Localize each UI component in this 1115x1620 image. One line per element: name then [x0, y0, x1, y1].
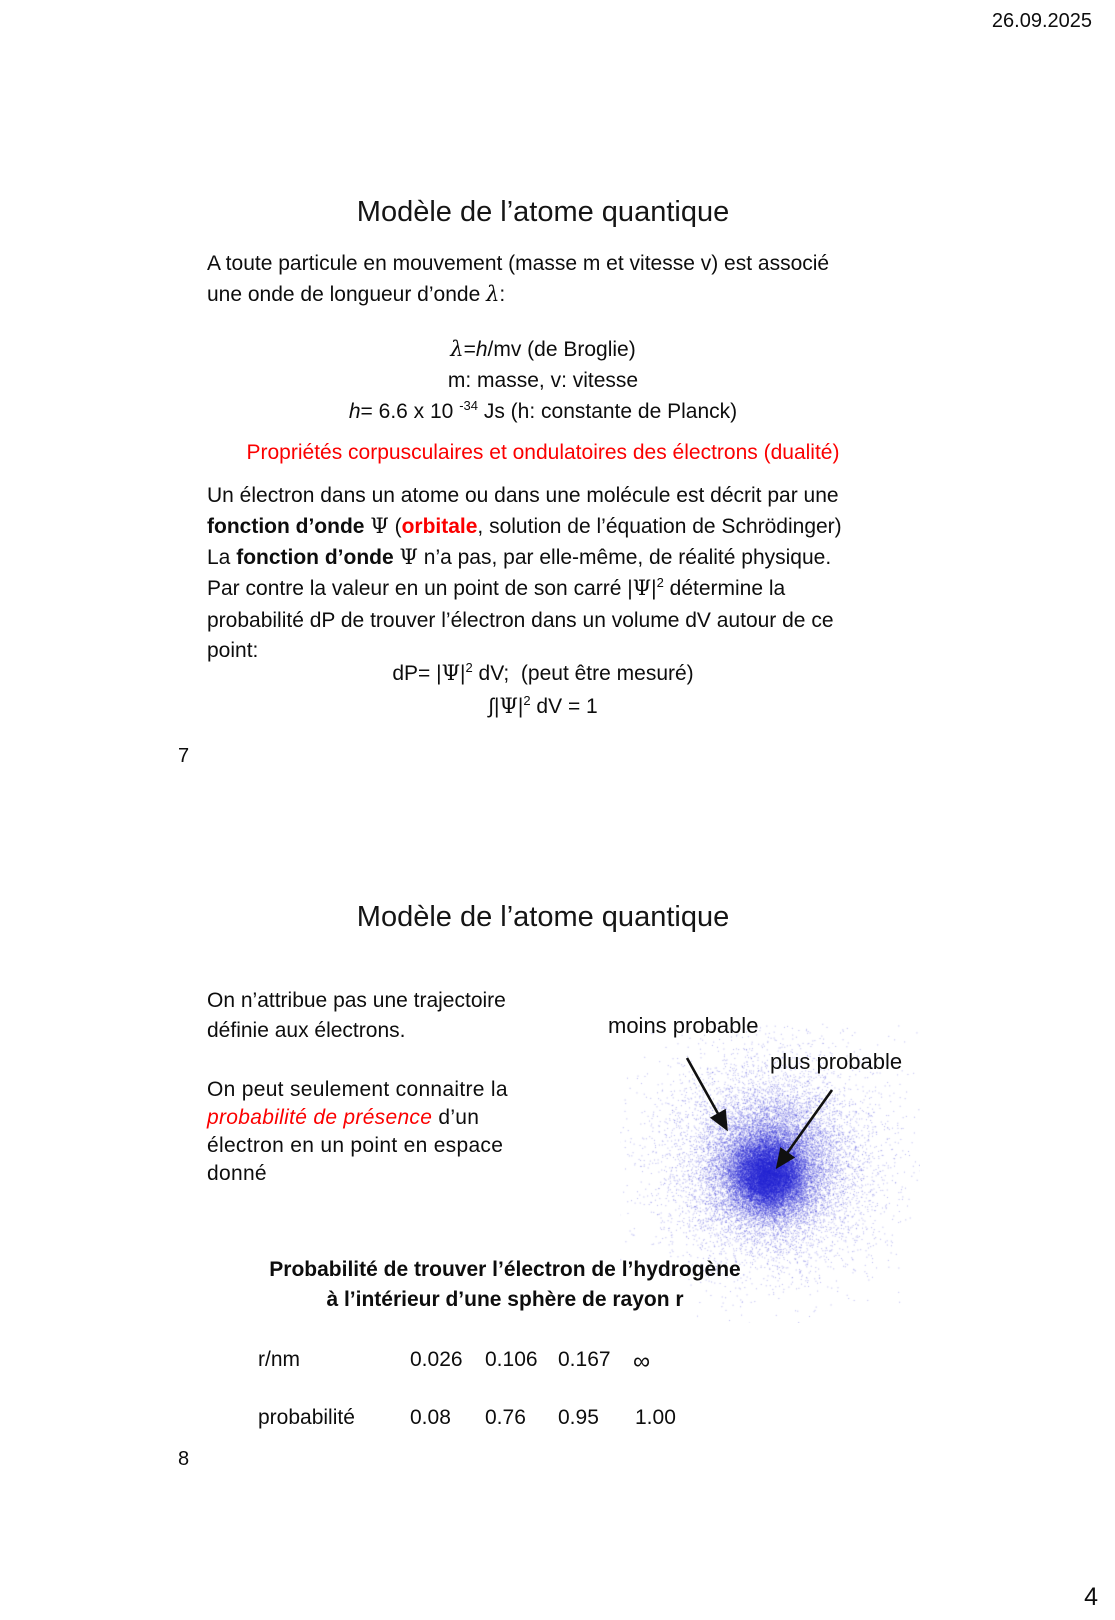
- formula-mass-velocity: m: masse, v: vitesse: [447, 369, 639, 392]
- label-plus-probable: plus probable: [770, 1049, 903, 1074]
- para-line-5: probabilité dP de trouver l’électron dans un volume dV autour de ce: [207, 609, 834, 632]
- label-moins-probable: moins probable: [608, 1013, 759, 1038]
- duality-heading: Propriétés corpusculaires et ondulatoires des électrons (dualité): [246, 441, 840, 464]
- formula-planck: h= 6.6 x 10 $^{-34}$ Js (h: constante de Planck): [348, 398, 738, 423]
- wavefunction-paragraph: [207, 481, 927, 666]
- intro-line-2: une onde de longueur d’onde λ:: [207, 282, 506, 306]
- caption-line-1: Probabilité de trouver l’électron de l’hydrogène: [269, 1258, 741, 1281]
- slide7-intro: [207, 249, 927, 310]
- para2-line-3: électron en un point en espace: [207, 1134, 504, 1157]
- para-line-3: La fonction d’onde Ψ n’a pas, par elle-même, de réalité physique.: [207, 545, 832, 569]
- probability-formula-block: [180, 658, 906, 724]
- page-number: 4: [1084, 1583, 1098, 1611]
- para2-line-1: On peut seulement connaitre la: [207, 1078, 508, 1101]
- cell-value: 0.76: [485, 1406, 526, 1429]
- table-row-probability: [258, 1406, 698, 1436]
- header-date: 26.09.2025: [991, 10, 1092, 32]
- cell-value: 0.026: [410, 1348, 463, 1371]
- cell-value: 0.106: [485, 1348, 538, 1371]
- cell-value: 0.08: [410, 1406, 451, 1429]
- slide8-number: 8: [178, 1448, 190, 1470]
- formula-dp: $dP= |\Psi|^2$ dV; (peut être mesuré): [392, 660, 694, 685]
- cell-value: 0.167: [558, 1348, 611, 1371]
- para2-line-2: probabilité de présence d’un: [207, 1106, 480, 1129]
- formula-integral: $\int|\Psi|^2$ dV = 1: [488, 693, 598, 718]
- cell-value: 0.95: [558, 1406, 599, 1429]
- probability-caption: [240, 1255, 770, 1315]
- slide8-title: Modèle de l’atome quantique: [356, 901, 730, 933]
- arrow-plus-probable: [778, 1090, 832, 1166]
- caption-line-2: à l’intérieur d’une sphère de rayon r: [326, 1288, 684, 1311]
- slide7-number: 7: [178, 745, 190, 767]
- table-row-radius: [258, 1348, 698, 1378]
- de-broglie-formula-block: [180, 334, 906, 429]
- row-label: r/nm: [258, 1348, 300, 1371]
- cell-value: 1.00: [635, 1406, 676, 1429]
- para1-line-2: définie aux électrons.: [207, 1019, 406, 1042]
- slide7-title: Modèle de l’atome quantique: [356, 196, 730, 228]
- formula-de-broglie: λ=h/mv (de Broglie): [450, 337, 636, 361]
- para-line-1: Un électron dans un atome ou dans une molécule est décrit par une: [207, 484, 839, 507]
- cell-value-infinity: ∞: [633, 1348, 651, 1375]
- para-line-4: Par contre la valeur en un point de son carré $|\Psi|^2$ détermine la: [207, 575, 786, 600]
- arrow-moins-probable: [687, 1058, 726, 1128]
- probability-presence-paragraph: [207, 1076, 627, 1188]
- para1-line-1: On n’attribue pas une trajectoire: [207, 989, 506, 1012]
- no-trajectory-paragraph: [207, 986, 627, 1046]
- intro-line-1: A toute particule en mouvement (masse m et vitesse v) est associé: [207, 252, 830, 275]
- para-line-2: fonction d’onde Ψ (orbitale, solution de l’équation de Schrödinger): [207, 514, 842, 538]
- para2-line-4: donné: [207, 1162, 267, 1185]
- para-line-6: point:: [207, 639, 259, 662]
- row-label: probabilité: [258, 1406, 355, 1429]
